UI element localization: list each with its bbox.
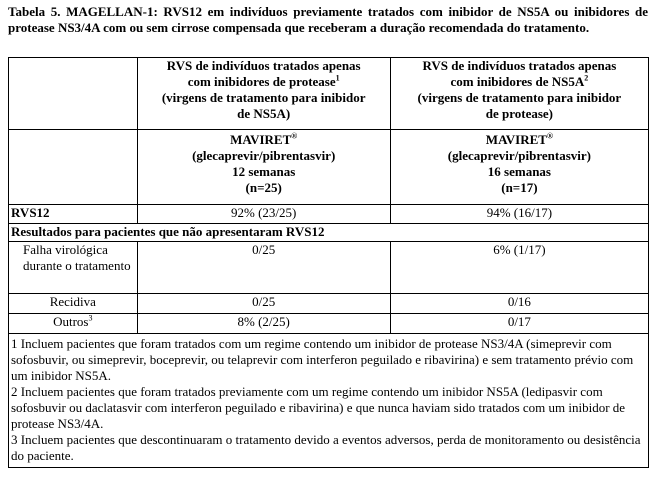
section-row <box>9 224 649 242</box>
outcome-col1: 8% (2/25) <box>137 314 390 334</box>
footnotes-row <box>9 334 649 468</box>
group1-header: RVS de indivíduos tratados apenas com inibidores de protease$^1$ (virgens de tratamento para inibidor de NS5A) <box>137 58 390 130</box>
table-row <box>9 242 649 294</box>
rvs12-row <box>9 205 649 224</box>
outcome-col1: 0/25 <box>137 242 390 294</box>
rvs12-col2: 94% (16/17) <box>390 205 648 224</box>
footnotes-cell <box>9 334 649 468</box>
footnote-2: 2 Incluem pacientes que foram tratados previamente com um regime contendo um inibidor NS5A (ledipasvir com sofosbuvir ou daclatasvir com interferon peguilado e ribavirina) e que nunca haviam sido tratados com um inibidor de protease NS3/4A. <box>11 384 626 431</box>
rvs12-col1: 92% (23/25) <box>137 205 390 224</box>
footnote-1: 1 Incluem pacientes que foram tratados com um regime contendo um inibidor de protease NS3/4A (simeprevir com sofosbuvir, ou simeprevir, boceprevir, ou telaprevir com interferon peguilado e ribavirina) e sem tratamento prévio com um inibidor NS5A. <box>11 336 634 383</box>
outcome-label: Recidiva <box>9 294 138 314</box>
rvs12-label: RVS12 <box>9 205 138 224</box>
blank-corner-cell <box>9 58 138 130</box>
outcome-label: Outros$^3$ <box>9 314 138 334</box>
table-caption: Tabela 5. MAGELLAN-1: RVS12 em indivíduos previamente tratados com inibidor de NS5A ou inibidores de protease NS3/4A com ou sem cirrose compensada que receberam a duração recomendada do tratamento. <box>8 4 648 35</box>
table-row <box>9 294 649 314</box>
outcome-col2: 6% (1/17) <box>390 242 648 294</box>
drug-header-row <box>9 130 649 205</box>
drug1-header: MAVIRET® (glecaprevir/pibrentasvir) 12 semanas (n=25) <box>137 130 390 205</box>
outcome-label: Falha virológica durante o tratamento <box>9 242 138 294</box>
blank-corner-cell-2 <box>9 130 138 205</box>
results-table <box>8 57 649 468</box>
section-heading: Resultados para pacientes que não apresentaram RVS12 <box>9 224 649 242</box>
outcome-col1: 0/25 <box>137 294 390 314</box>
footnote-3: 3 Incluem pacientes que descontinuaram o tratamento devido a eventos adversos, perda de monitoramento ou desistência do paciente. <box>11 432 641 463</box>
outcome-col2: 0/17 <box>390 314 648 334</box>
drug2-header: MAVIRET® (glecaprevir/pibrentasvir) 16 semanas (n=17) <box>390 130 648 205</box>
outcome-col2: 0/16 <box>390 294 648 314</box>
table-row <box>9 314 649 334</box>
group2-header: RVS de indivíduos tratados apenas com inibidores de $NS5A^2$ (virgens de tratamento para inibidor de protease) <box>390 58 648 130</box>
group-header-row <box>9 58 649 130</box>
